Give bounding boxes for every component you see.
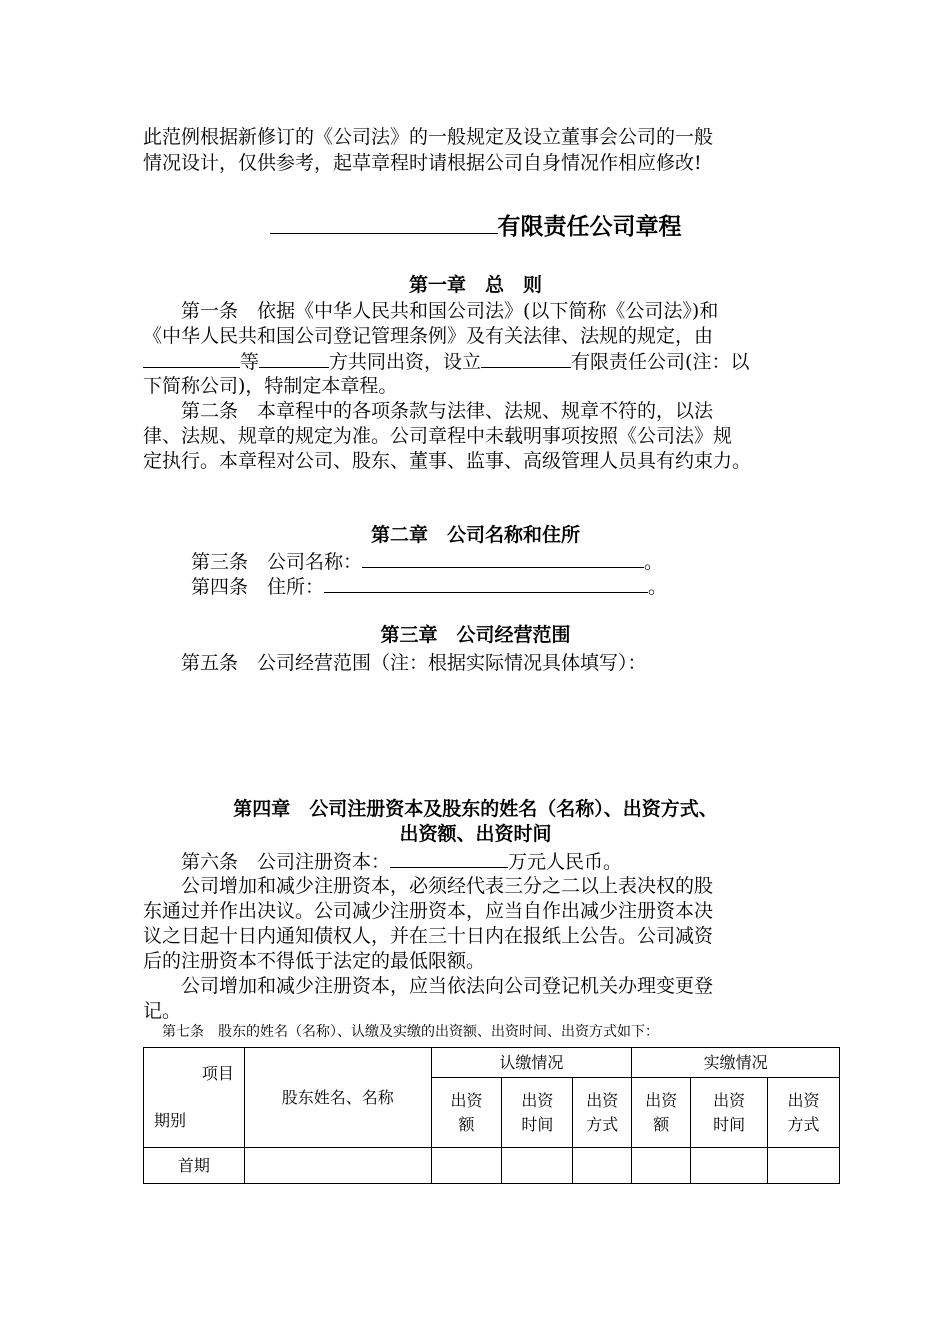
header-line: 额: [653, 1114, 670, 1134]
article-3-label: 第三条 公司名称：: [191, 551, 363, 573]
table-cell: [573, 1148, 632, 1184]
capital-para-1-line-2: 东通过并作出决议。公司减少注册资本，应当自作出减少注册资本决: [143, 900, 714, 922]
header-line: 出资: [450, 1090, 483, 1110]
address-field: [324, 574, 648, 593]
chapter-1-heading: 第一章 总 则: [408, 274, 542, 296]
article-7: 第七条 股东的姓名（名称）、认缴及实缴的出资额、出资时间、出资方式如下：: [162, 1024, 659, 1040]
corner-bottom-label: 期别: [154, 1111, 187, 1130]
chapter-4-heading-line-2: 出资额、出资时间: [399, 823, 552, 845]
table-cell: [244, 1148, 431, 1184]
header-line: 方式: [586, 1114, 619, 1134]
capital-field: [390, 849, 508, 868]
chapter-4-heading-line-1: 第四章 公司注册资本及股东的姓名（名称）、出资方式、: [233, 798, 718, 820]
table-cell: [431, 1148, 502, 1184]
table-row: [144, 1148, 840, 1184]
article-1-text-a: 等: [240, 351, 260, 373]
capital-para-1-line-3: 议之日起十日内通知债权人，并在三十日内在报纸上公告。公司减资: [143, 925, 714, 947]
company-name-blank: [270, 209, 498, 234]
header-line: 时间: [521, 1114, 554, 1134]
article-1-line-3: [143, 349, 808, 374]
article-2-line-2: 律、法规、规章的规定为准。公司章程中未载明事项按照《公司法》规: [143, 425, 733, 447]
header-line: 出资: [521, 1090, 554, 1110]
article-1-text-b: 方共同出资，设立: [329, 351, 482, 373]
shareholder-table: [143, 1047, 840, 1184]
header-line: 出资: [713, 1090, 746, 1110]
table-cell: [502, 1148, 573, 1184]
article-2-line-3: 定执行。本章程对公司、股东、董事、监事、高级管理人员具有约束力。: [143, 450, 752, 472]
article-1-line-1: 第一条 依据《中华人民共和国公司法》(以下简称《公司法》)和: [181, 300, 719, 322]
company-name-field: [362, 549, 644, 568]
article-1-line-2: 《中华人民共和国公司登记管理条例》及有关法律、法规的规定，由: [143, 325, 714, 347]
table-cell: [691, 1148, 768, 1184]
capital-para-1-line-1: 公司增加和减少注册资本，必须经代表三分之二以上表决权的股: [181, 875, 714, 897]
article-6: [143, 849, 808, 874]
article-4-label: 第四条 住所：: [191, 576, 325, 598]
article-2-line-1: 第二条 本章程中的各项条款与法律、法规、规章不符的，以法: [181, 400, 714, 422]
header-line: 出资: [645, 1090, 678, 1110]
table-cell: [632, 1148, 691, 1184]
capital-para-2-line-1: 公司增加和减少注册资本，应当依法向公司登记机关办理变更登: [181, 975, 714, 997]
header-line: 方式: [787, 1114, 820, 1134]
chapter-3-heading: 第三章 公司经营范围: [380, 624, 571, 646]
subscribed-header: 认缴情况: [431, 1048, 632, 1078]
sub-amount-header: [431, 1078, 502, 1148]
document-title-text: 有限责任公司章程: [497, 214, 682, 240]
article-1-line-4: 下简称公司)，特制定本章程。: [143, 375, 398, 397]
period-cell: 首期: [144, 1148, 245, 1184]
capital-para-1-line-4: 后的注册资本不得低于法定的最低限额。: [143, 950, 486, 972]
header-line: 时间: [713, 1114, 746, 1134]
paid-header: 实缴情况: [632, 1048, 840, 1078]
header-line: 出资: [586, 1090, 619, 1110]
corner-cell: [144, 1048, 245, 1148]
notice-line-2: 情况设计，仅供参考，起草章程时请根据公司自身情况作相应修改!: [143, 152, 702, 174]
article-1-text-c: 有限责任公司(注：以: [571, 351, 750, 373]
capital-para-2-line-2: 记。: [143, 1000, 182, 1022]
paid-method-header: [768, 1078, 840, 1148]
header-line: 出资: [787, 1090, 820, 1110]
table-cell: [768, 1148, 840, 1184]
header-line: 额: [458, 1114, 475, 1134]
investor-blank: [143, 349, 240, 368]
shareholder-name-header: 股东姓名、名称: [244, 1048, 431, 1148]
period: 。: [644, 551, 664, 573]
paid-amount-header: [632, 1078, 691, 1148]
company-blank: [481, 349, 571, 368]
article-5: 第五条 公司经营范围（注：根据实际情况具体填写）：: [181, 652, 647, 674]
investor-count-blank: [259, 349, 329, 368]
article-6-unit: 万元人民币。: [508, 851, 623, 873]
table-header-row-1: [144, 1048, 840, 1078]
chapter-2-heading: 第二章 公司名称和住所: [370, 524, 580, 546]
sub-time-header: [502, 1078, 573, 1148]
article-4: [143, 574, 808, 599]
sub-method-header: [573, 1078, 632, 1148]
period: 。: [648, 576, 668, 598]
document-title: [143, 209, 808, 242]
article-3: [143, 549, 808, 574]
paid-time-header: [691, 1078, 768, 1148]
article-6-label: 第六条 公司注册资本：: [181, 851, 391, 873]
corner-top-label: 项目: [201, 1064, 234, 1083]
notice-line-1: 此范例根据新修订的《公司法》的一般规定及设立董事会公司的一般: [143, 126, 714, 148]
